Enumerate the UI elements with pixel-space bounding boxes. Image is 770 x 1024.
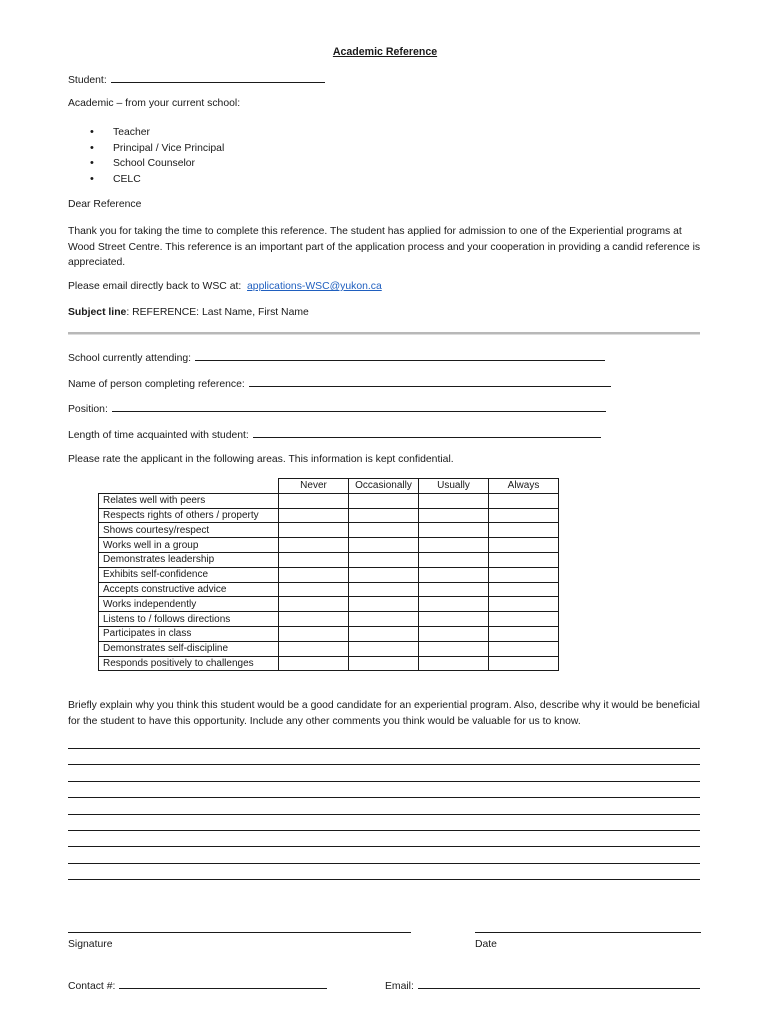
rating-cell-occasionally[interactable] — [349, 626, 419, 641]
rating-cell-occasionally[interactable] — [349, 641, 419, 656]
subject-label: Subject line — [68, 307, 127, 318]
rating-cell-always[interactable] — [489, 508, 559, 523]
rating-cell-never[interactable] — [279, 508, 349, 523]
page-title: Academic Reference — [332, 46, 438, 58]
academic-option-celc: • CELC — [90, 172, 224, 188]
rating-header-blank — [99, 479, 279, 494]
rating-cell-usually[interactable] — [419, 597, 489, 612]
rating-cell-occasionally[interactable] — [349, 493, 419, 508]
school-input-line[interactable] — [195, 351, 605, 361]
answer-line[interactable] — [68, 879, 700, 880]
rating-intro: Please rate the applicant in the following areas. This information is kept confidential. — [68, 454, 454, 465]
academic-options-list — [90, 125, 224, 187]
rating-cell-always[interactable] — [489, 612, 559, 627]
rating-cell-always[interactable] — [489, 552, 559, 567]
rating-cell-usually[interactable] — [419, 508, 489, 523]
answer-line[interactable] — [68, 846, 700, 847]
rating-row — [99, 538, 559, 553]
student-field[interactable] — [68, 73, 325, 86]
rating-cell-never[interactable] — [279, 612, 349, 627]
explain-prompt: Briefly explain why you think this student would be a good candidate for an experiential program. Also, describe why it would be beneficial for the student to have this opportunity. Include any other comments you think would be valuable for us to know. — [68, 700, 700, 727]
rating-criterion: Respects rights of others / property — [99, 508, 279, 523]
rating-cell-occasionally[interactable] — [349, 567, 419, 582]
rating-criterion: Responds positively to challenges — [99, 656, 279, 671]
school-label: School currently attending: — [68, 353, 192, 364]
rating-cell-occasionally[interactable] — [349, 612, 419, 627]
rating-cell-usually[interactable] — [419, 538, 489, 553]
time-known-input-line[interactable] — [253, 428, 601, 438]
email-field[interactable] — [385, 979, 700, 992]
rating-cell-always[interactable] — [489, 656, 559, 671]
rating-cell-never[interactable] — [279, 582, 349, 597]
rating-criterion: Listens to / follows directions — [99, 612, 279, 627]
rating-cell-occasionally[interactable] — [349, 538, 419, 553]
rating-cell-occasionally[interactable] — [349, 523, 419, 538]
academic-label: Academic – from your current school: — [68, 98, 241, 109]
answer-line[interactable] — [68, 781, 700, 782]
rating-header-occasionally: Occasionally — [349, 479, 419, 494]
rating-header-never: Never — [279, 479, 349, 494]
email-input-line[interactable] — [418, 979, 700, 989]
rating-cell-usually[interactable] — [419, 552, 489, 567]
academic-option-principal: • Principal / Vice Principal — [90, 141, 224, 157]
rating-table — [98, 478, 559, 671]
rating-cell-never[interactable] — [279, 641, 349, 656]
email-link[interactable]: applications-WSC@yukon.ca — [247, 281, 382, 292]
email-instruction — [68, 281, 382, 292]
section-divider — [68, 332, 700, 335]
contact-input-line[interactable] — [119, 979, 327, 989]
time-known-label: Length of time acquainted with student: — [68, 430, 249, 441]
rating-header-row — [99, 479, 559, 494]
answer-line[interactable] — [68, 764, 700, 765]
rating-row — [99, 567, 559, 582]
rating-cell-never[interactable] — [279, 597, 349, 612]
rating-cell-never[interactable] — [279, 538, 349, 553]
rating-header-usually: Usually — [419, 479, 489, 494]
rating-cell-always[interactable] — [489, 538, 559, 553]
contact-label: Contact #: — [68, 981, 116, 992]
position-field[interactable] — [68, 402, 606, 415]
rating-cell-usually[interactable] — [419, 641, 489, 656]
rating-criterion: Demonstrates self-discipline — [99, 641, 279, 656]
completer-label: Name of person completing reference: — [68, 379, 245, 390]
answer-line[interactable] — [68, 814, 700, 815]
answer-line[interactable] — [68, 863, 700, 864]
rating-cell-usually[interactable] — [419, 523, 489, 538]
rating-row — [99, 508, 559, 523]
rating-cell-always[interactable] — [489, 523, 559, 538]
rating-cell-always[interactable] — [489, 567, 559, 582]
contact-field[interactable] — [68, 979, 327, 992]
rating-cell-always[interactable] — [489, 493, 559, 508]
rating-cell-never[interactable] — [279, 567, 349, 582]
time-known-field[interactable] — [68, 428, 601, 441]
school-field[interactable] — [68, 351, 605, 364]
email-label: Email: — [385, 981, 414, 992]
rating-cell-never[interactable] — [279, 656, 349, 671]
rating-row — [99, 552, 559, 567]
completer-field[interactable] — [68, 377, 611, 390]
student-label: Student: — [68, 75, 107, 86]
rating-row — [99, 656, 559, 671]
salutation: Dear Reference — [68, 199, 142, 210]
rating-cell-occasionally[interactable] — [349, 656, 419, 671]
rating-cell-occasionally[interactable] — [349, 597, 419, 612]
position-label: Position: — [68, 404, 108, 415]
rating-cell-never[interactable] — [279, 552, 349, 567]
academic-option-counselor: • School Counselor — [90, 156, 224, 172]
subject-line — [68, 307, 309, 318]
position-input-line[interactable] — [112, 402, 606, 412]
academic-option-teacher: • Teacher — [90, 125, 224, 141]
rating-criterion: Participates in class — [99, 626, 279, 641]
rating-criterion: Demonstrates leadership — [99, 552, 279, 567]
rating-criterion: Shows courtesy/respect — [99, 523, 279, 538]
rating-row — [99, 626, 559, 641]
rating-cell-occasionally[interactable] — [349, 552, 419, 567]
rating-header-always: Always — [489, 479, 559, 494]
rating-cell-never[interactable] — [279, 493, 349, 508]
rating-cell-usually[interactable] — [419, 656, 489, 671]
date-line[interactable] — [475, 932, 701, 933]
rating-row — [99, 641, 559, 656]
rating-cell-usually[interactable] — [419, 582, 489, 597]
date-label: Date — [475, 939, 497, 950]
signature-line[interactable] — [68, 932, 411, 933]
rating-criterion: Exhibits self-confidence — [99, 567, 279, 582]
answer-line[interactable] — [68, 748, 700, 749]
rating-cell-always[interactable] — [489, 626, 559, 641]
rating-criterion: Relates well with peers — [99, 493, 279, 508]
rating-criterion: Works well in a group — [99, 538, 279, 553]
answer-line[interactable] — [68, 830, 700, 831]
email-instruction-text: Please email directly back to WSC at: — [68, 281, 242, 292]
subject-value: : REFERENCE: Last Name, First Name — [126, 307, 309, 318]
intro-paragraph: Thank you for taking the time to complete this reference. The student has applied for admission to one of the Experiential programs at Wood Street Centre. This reference is an important part of the application process and your cooperation in providing a candid reference is appreciated. — [68, 226, 701, 268]
rating-cell-always[interactable] — [489, 597, 559, 612]
rating-cell-occasionally[interactable] — [349, 582, 419, 597]
rating-cell-usually[interactable] — [419, 612, 489, 627]
rating-row — [99, 493, 559, 508]
student-input-line[interactable] — [111, 73, 325, 83]
rating-row — [99, 582, 559, 597]
completer-input-line[interactable] — [249, 377, 611, 387]
rating-cell-never[interactable] — [279, 626, 349, 641]
rating-criterion: Works independently — [99, 597, 279, 612]
rating-cell-always[interactable] — [489, 641, 559, 656]
signature-label: Signature — [68, 939, 113, 950]
rating-cell-occasionally[interactable] — [349, 508, 419, 523]
rating-cell-always[interactable] — [489, 582, 559, 597]
rating-criterion: Accepts constructive advice — [99, 582, 279, 597]
answer-line[interactable] — [68, 797, 700, 798]
rating-row — [99, 523, 559, 538]
rating-cell-usually[interactable] — [419, 626, 489, 641]
rating-cell-usually[interactable] — [419, 493, 489, 508]
rating-row — [99, 612, 559, 627]
rating-row — [99, 597, 559, 612]
rating-cell-never[interactable] — [279, 523, 349, 538]
rating-cell-usually[interactable] — [419, 567, 489, 582]
